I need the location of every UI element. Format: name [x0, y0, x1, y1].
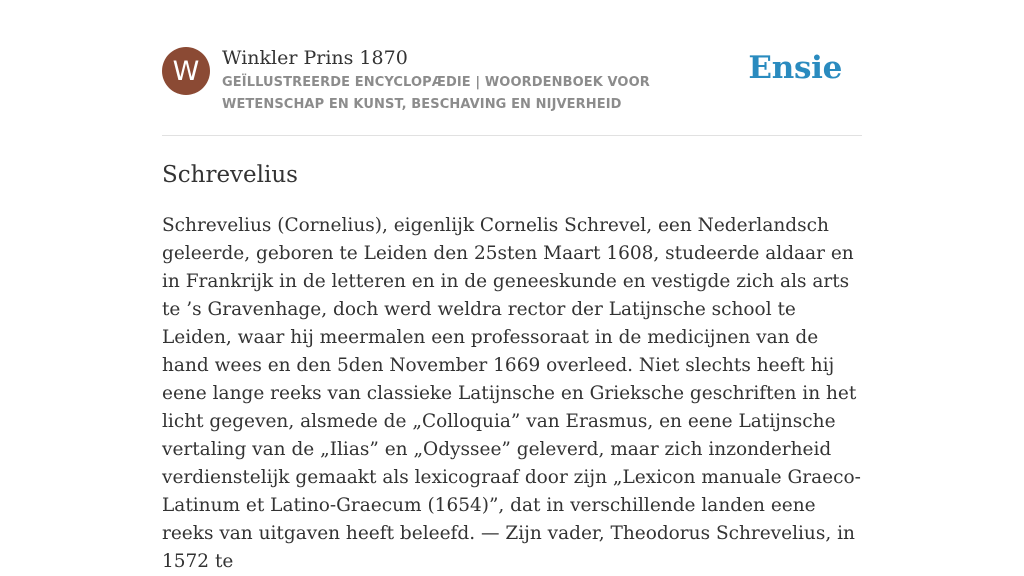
avatar[interactable]: W [162, 47, 210, 95]
source-subtitle: GEÏLLUSTREERDE ENCYCLOPÆDIE | WOORDENBOEK VOOR WETENSCHAP EN KUNST, BESCHAVING EN NIJVERHEID [222, 75, 650, 112]
source-title[interactable]: Winkler Prins 1870 [222, 47, 408, 69]
page [162, 0, 862, 572]
header [162, 0, 862, 136]
entry-title: Schrevelius [162, 162, 298, 188]
ensie-logo[interactable]: Ensie [748, 50, 842, 86]
entry-body: Schrevelius (Cornelius), eigenlijk Cornelis Schrevel, een Nederlandsch geleerde, geboren te Leiden den 25sten Maart 1608, studeerde aldaar en in Frankrijk in de letteren en in de geneeskunde en vestigde zich als arts te ’s Gravenhage, doch werd weldra rector der Latijnsche school te Leiden, waar hij meermalen een professoraat in de medicijnen van de hand wees en den 5den November 1669 overleed. Niet slechts heeft hij eene lange reeks van classieke Latijnsche en Grieksche geschriften in het licht gegeven, alsmede de „Colloquia” van Erasmus, en eene Latijnsche vertaling van de „Ilias” en „Odyssee” geleverd, maar zich inzonderheid verdienstelijk gemaakt als lexicograaf door zijn „Lexicon manuale Graeco-Latinum et Latino-Graecum (1654)”, dat in verschillende landen eene reeks van uitgaven heeft beleefd. — Zijn vader, Theodorus Schrevelius, in 1572 te [162, 215, 861, 572]
